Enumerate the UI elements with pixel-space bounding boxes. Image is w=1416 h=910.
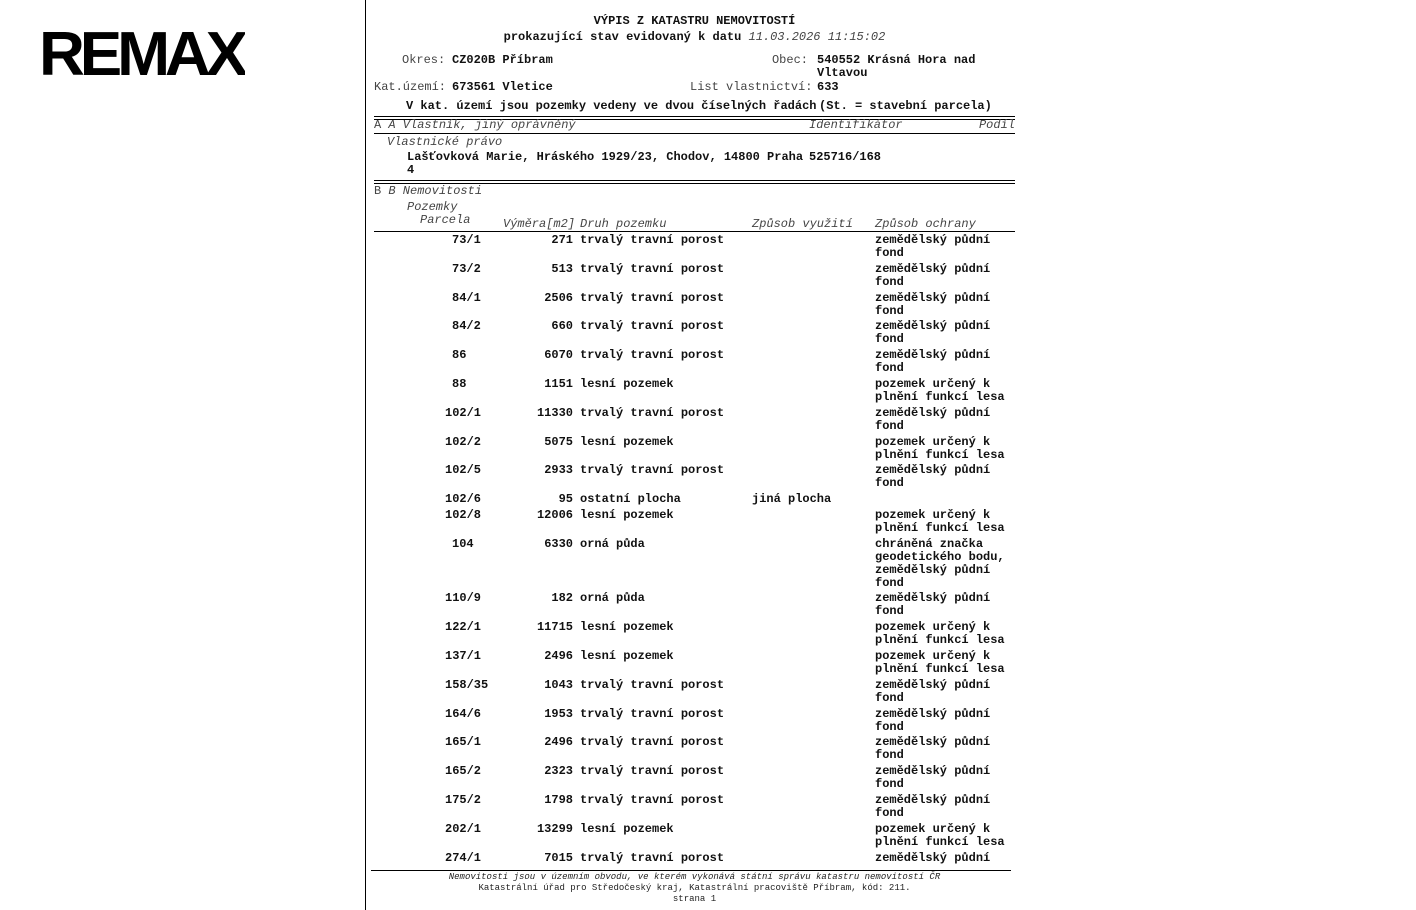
- parcel-number: 165/1: [445, 735, 482, 749]
- parcel-number: 137/1: [445, 649, 482, 663]
- kat-uzemi-label: Kat.území:: [374, 80, 447, 94]
- parcel-area: 6070: [544, 348, 573, 362]
- parcel-land-type: trvalý travní porost: [580, 793, 725, 807]
- remax-logo-mark: [39, 28, 245, 78]
- remax-logo: [39, 28, 245, 88]
- section-a-header: [374, 119, 576, 132]
- list-vlastnictvi-label: List vlastnictví:: [690, 80, 813, 94]
- footer-line2: Katastrální úřad pro Středočeský kraj, Katastrální pracoviště Příbram, kód: 211.: [478, 883, 911, 893]
- parcel-area: 2323: [544, 764, 573, 778]
- parcel-land-type: trvalý travní porost: [580, 233, 725, 247]
- parcel-protection: zemědělský půdní fond: [875, 793, 991, 820]
- parcel-number: 73/1: [452, 233, 481, 247]
- parcel-land-type: lesní pozemek: [580, 435, 674, 449]
- parcel-area: 182: [551, 591, 573, 605]
- parcel-protection: zemědělský půdní fond: [875, 233, 991, 260]
- number-series-note: V kat. území jsou pozemky vedeny ve dvou číselných řadách: [406, 99, 817, 113]
- parcel-number: 110/9: [445, 591, 482, 605]
- parcel-area: 13299: [536, 822, 573, 836]
- parcel-land-type: trvalý travní porost: [580, 764, 725, 778]
- parcel-land-type: ostatní plocha: [580, 492, 681, 506]
- parcel-protection: pozemek určený k plnění funkcí lesa: [875, 822, 1005, 849]
- parcel-protection: zemědělský půdní fond: [875, 406, 991, 433]
- parcel-protection: pozemek určený k plnění funkcí lesa: [875, 649, 1005, 676]
- parcel-area: 1798: [544, 793, 573, 807]
- parcel-area: 1151: [544, 377, 573, 391]
- parcel-number: 104: [452, 537, 474, 551]
- parcel-area: 1953: [544, 707, 573, 721]
- extract-date: 11.03.2026 11:15:02: [748, 30, 886, 44]
- kat-uzemi-value: 673561 Vletice: [452, 80, 553, 94]
- parcel-usage: jiná plocha: [752, 492, 832, 506]
- parcel-area: 6330: [544, 537, 573, 551]
- parcel-protection: zemědělský půdní fond: [875, 348, 991, 375]
- parcel-number: 164/6: [445, 707, 482, 721]
- parcel-land-type: trvalý travní porost: [580, 262, 725, 276]
- parcel-protection: zemědělský půdní fond: [875, 319, 991, 346]
- parcel-number: 102/8: [445, 508, 482, 522]
- parcel-number: 102/6: [445, 492, 482, 506]
- parcel-protection: pozemek určený k plnění funkcí lesa: [875, 377, 1005, 404]
- parcel-number: 122/1: [445, 620, 482, 634]
- parcel-number: 175/2: [445, 793, 482, 807]
- parcel-land-type: trvalý travní porost: [580, 735, 725, 749]
- col-zpusob-ochrany: Způsob ochrany: [875, 217, 976, 231]
- parcel-protection: zemědělský půdní fond: [875, 764, 991, 791]
- section-b-letter: B: [374, 184, 389, 198]
- section-b-header: [374, 185, 482, 198]
- parcel-protection: pozemek určený k plnění funkcí lesa: [875, 435, 1005, 462]
- parcel-area: 2933: [544, 463, 573, 477]
- parcel-number: 84/1: [452, 291, 481, 305]
- section-a-title: A Vlastník, jiný oprávněný: [388, 118, 576, 132]
- parcel-area: 11330: [536, 406, 573, 420]
- col-parcela: Parcela: [420, 213, 471, 227]
- parcel-land-type: lesní pozemek: [580, 649, 674, 663]
- parcel-area: 2506: [544, 291, 573, 305]
- section-a-letter: A: [374, 118, 389, 132]
- parcel-land-type: lesní pozemek: [580, 508, 674, 522]
- list-vlastnictvi-value: 633: [817, 80, 839, 94]
- parcel-number: 73/2: [452, 262, 481, 276]
- document-subtitle: [374, 31, 1015, 44]
- number-series-note-paren: (St. = stavební parcela): [819, 99, 992, 113]
- parcel-number: 88: [452, 377, 467, 391]
- parcel-land-type: trvalý travní porost: [580, 851, 725, 865]
- owner-identifier: 525716/168: [809, 150, 882, 164]
- parcel-number: 165/2: [445, 764, 482, 778]
- col-vymera: Výměra[m2]: [503, 217, 576, 231]
- obec-value-line2: Vltavou: [817, 66, 868, 80]
- parcel-protection: zemědělský půdní fond: [875, 463, 991, 490]
- parcel-protection: zemědělský půdní fond: [875, 262, 991, 289]
- parcel-protection: zemědělský půdní fond: [875, 678, 991, 705]
- parcel-number: 102/1: [445, 406, 482, 420]
- parcel-number: 102/2: [445, 435, 482, 449]
- okres-value: CZ020B Příbram: [452, 53, 553, 67]
- parcel-protection: pozemek určený k plnění funkcí lesa: [875, 620, 1005, 647]
- footer-page-number: strana 1: [672, 894, 717, 904]
- section-b-title: B Nemovitosti: [388, 184, 483, 198]
- parcel-number: 274/1: [445, 851, 482, 865]
- parcel-protection: pozemek určený k plnění funkcí lesa: [875, 508, 1005, 535]
- parcel-area: 95: [558, 492, 573, 506]
- subtitle-prefix: prokazující stav evidovaný k datu: [503, 30, 742, 44]
- col-zpusob-vyuziti: Způsob využití: [752, 217, 853, 231]
- footer-line1: Nemovitosti jsou v územním obvodu, ve kterém vykonává státní správu katastru nemovitostí ČR: [448, 872, 941, 882]
- parcel-land-type: lesní pozemek: [580, 377, 674, 391]
- page-left-border: [365, 0, 366, 910]
- parcel-land-type: trvalý travní porost: [580, 463, 725, 477]
- parcel-protection: zemědělský půdní fond: [875, 591, 991, 618]
- section-b-header-rule: [374, 231, 1015, 232]
- parcel-area: 513: [551, 262, 573, 276]
- parcel-number: 86: [452, 348, 467, 362]
- document-title: VÝPIS Z KATASTRU NEMOVITOSTÍ: [593, 14, 796, 28]
- parcel-area: 271: [551, 233, 573, 247]
- parcel-protection: zemědělský půdní: [875, 851, 991, 865]
- parcel-area: 1043: [544, 678, 573, 692]
- parcel-area: 2496: [544, 649, 573, 663]
- parcel-protection: chráněná značka geodetického bodu, zemědělský půdní fond: [875, 537, 1005, 590]
- parcel-number: 202/1: [445, 822, 482, 836]
- parcel-area: 12006: [536, 508, 573, 522]
- parcel-land-type: trvalý travní porost: [580, 406, 725, 420]
- parcel-area: 7015: [544, 851, 573, 865]
- parcel-area: 660: [551, 319, 573, 333]
- parcel-number: 158/35: [445, 678, 489, 692]
- obec-label: Obec:: [771, 53, 808, 67]
- owner-address-cont: 4: [407, 163, 415, 177]
- cadastre-extract-document: [374, 0, 1015, 910]
- remax-logo-text: REMAX: [39, 28, 246, 78]
- parcel-number: 102/5: [445, 463, 482, 477]
- parcel-land-type: lesní pozemek: [580, 620, 674, 634]
- parcel-protection: zemědělský půdní fond: [875, 291, 991, 318]
- parcel-land-type: orná půda: [580, 537, 645, 551]
- col-identifikator: Identifikátor: [809, 118, 903, 132]
- vlastnicke-pravo-label: Vlastnické právo: [387, 135, 503, 149]
- parcel-land-type: lesní pozemek: [580, 822, 674, 836]
- parcel-land-type: trvalý travní porost: [580, 319, 725, 333]
- owner-name-address: Lašťovková Marie, Hráského 1929/23, Chodov, 14800 Praha: [407, 150, 804, 164]
- parcel-land-type: trvalý travní porost: [580, 348, 725, 362]
- col-podil: Podíl: [978, 118, 1015, 132]
- parcel-area: 5075: [544, 435, 573, 449]
- parcel-area: 11715: [536, 620, 573, 634]
- parcel-area: 2496: [544, 735, 573, 749]
- obec-value-line1: 540552 Krásná Hora nad: [817, 53, 976, 67]
- pozemky-label: Pozemky: [407, 200, 458, 214]
- parcel-land-type: trvalý travní porost: [580, 707, 725, 721]
- parcel-protection: zemědělský půdní fond: [875, 707, 991, 734]
- col-druh-pozemku: Druh pozemku: [580, 217, 667, 231]
- parcel-land-type: orná půda: [580, 591, 645, 605]
- okres-label: Okres:: [402, 53, 446, 67]
- parcel-land-type: trvalý travní porost: [580, 678, 725, 692]
- parcel-number: 84/2: [452, 319, 481, 333]
- parcel-land-type: trvalý travní porost: [580, 291, 725, 305]
- section-a-header-rule: [374, 133, 1015, 134]
- parcel-protection: zemědělský půdní fond: [875, 735, 991, 762]
